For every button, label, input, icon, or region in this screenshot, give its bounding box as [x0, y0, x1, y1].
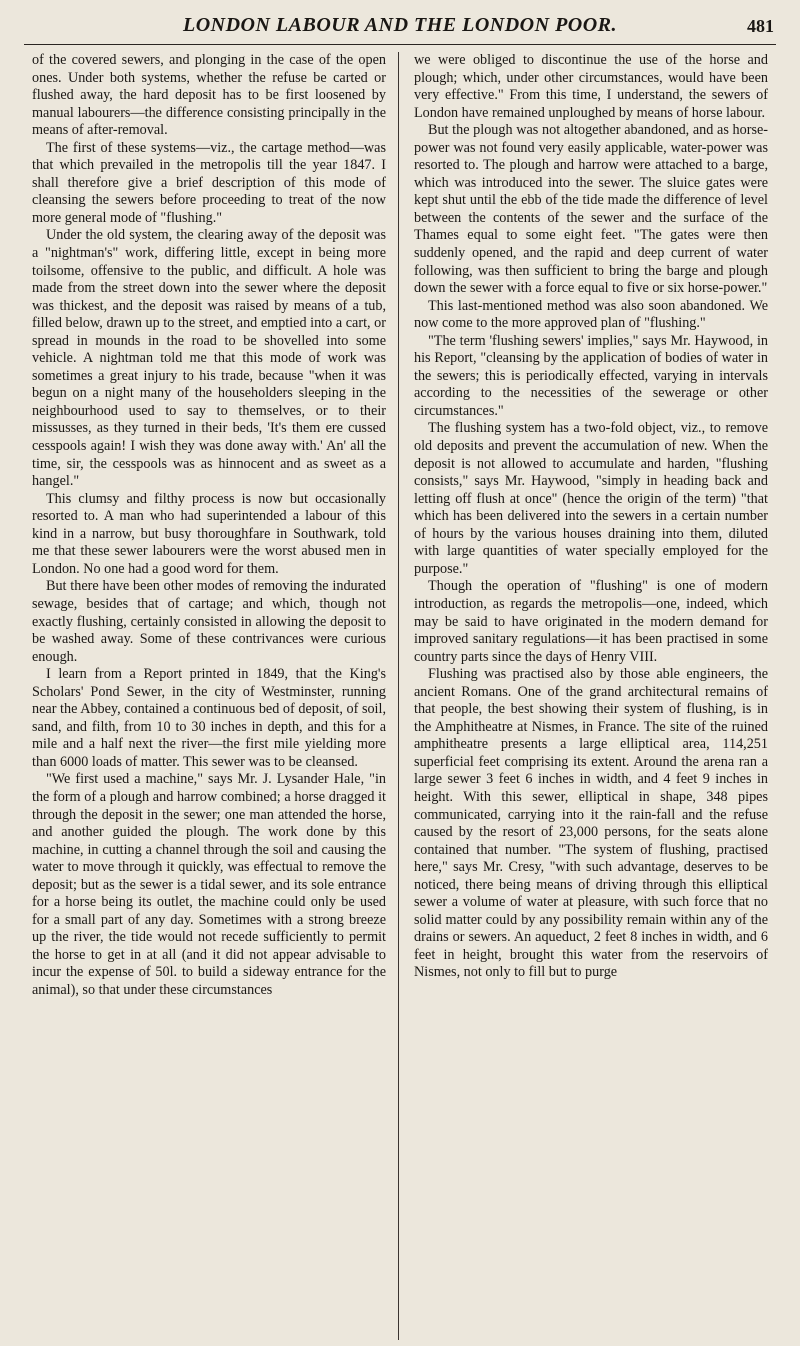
page-header [0, 14, 800, 44]
paragraph: This last-mentioned method was also soon abandoned. We now come to the more approved plan of "flushing." [414, 297, 768, 332]
page-number: 481 [747, 16, 774, 36]
running-head: LONDON LABOUR AND THE LONDON POOR. [182, 14, 618, 36]
right-column [414, 52, 768, 982]
paragraph: But the plough was not altogether abandoned, and as horse-power was not found very easily applicable, water-power was resorted to. The plough and harrow were attached to a barge, which was introduced into the sewer. The sluice gates were kept shut until the ebb of the tide made the difference of level between the contents of the sewer and the surface of the Thames equal to some eight feet. "The gates were then suddenly opened, and the rapid and deep current of water following, was then sufficient to bring the barge and plough down the sewer with a force equal to five or six horse-power." [414, 122, 768, 297]
column-divider [398, 52, 399, 1340]
header-rule [24, 44, 776, 45]
paragraph: The flushing system has a two-fold object, viz., to remove old deposits and prevent the accumulation of new. When the deposit is not allowed to accumulate and harden, "flushing consists," says Mr. Haywood, "simply in heading back and letting off flush at once" (hence the origin of the term) "that which has been delivered into the sewers in a certain number of hours by the various houses draining into them, diluted with large quantities of water specially employed for the purpose." [414, 420, 768, 577]
paragraph: I learn from a Report printed in 1849, that the King's Scholars' Pond Sewer, in the city of Westminster, running near the Abbey, contained a continuous bed of deposit, of soil, sand, and filth, from 10 to 30 inches in depth, and this for a mile and a half next the river—the first mile yielding more than 6000 loads of matter. This sewer was to be cleansed. [32, 666, 386, 770]
paragraph: of the covered sewers, and plonging in the case of the open ones. Under both systems, whether the refuse be carted or flushed away, the hard deposit has to be first loosened by manual labourers—the difference consisting principally in the means of after-removal. [32, 52, 386, 139]
paragraph: "We first used a machine," says Mr. J. Lysander Hale, "in the form of a plough and harrow combined; a horse dragged it through the deposit in the sewer; one man attended the horse, and another guided the plough. The work done by this machine, in cutting a channel through the soil and causing the water to move through it quickly, was effectual to remove the deposit; but as the sewer is a tidal sewer, and its sole entrance for a horse being its outlet, the machine could only be used for a small part of any day. Sometimes with a strong breeze up the river, the tide would not recede sufficiently to permit the horse to get in at all (and it did not appear advisable to incur the expense of 50l. to build a sideway entrance for the animal), so that under these circumstances [32, 771, 386, 998]
left-column [32, 52, 386, 1000]
paragraph: Though the operation of "flushing" is one of modern introduction, as regards the metropolis—one, indeed, which may be said to have originated in the modern demand for improved sanitary regulations—it has been practised in some country parts since the days of Henry VIII. [414, 578, 768, 665]
paragraph: This clumsy and filthy process is now but occasionally resorted to. A man who had superintended a labour of this kind in a narrow, but busy thoroughfare in Southwark, told me that these sewer labourers were the worst abused men in London. No one had a good word for them. [32, 490, 386, 577]
paragraph: Flushing was practised also by those able engineers, the ancient Romans. One of the grand architectural remains of that people, the best showing their system of flushing, is in the Amphitheatre at Nismes, in France. The site of the ruined amphitheatre presents a large elliptical area, 114,251 superficial feet comprising its extent. Around the arena ran a large sewer 3 feet 6 inches in width, and 4 feet 9 inches in height. With this sewer, elliptical in shape, 348 pipes communicated, carrying into it the rain-fall and the refuse caused by the resort of 23,000 persons, for the seats alone contained that number. "The system of flushing, practised here," says Mr. Cresy, "with such advantage, deserves to be noticed, there being means of driving through this elliptical sewer a volume of water at pleasure, with such force that no solid matter could by any possibility remain within any of the drains or sewers. An aqueduct, 2 feet 8 inches in width, and 6 feet in height, brought this water from the reservoirs of Nismes, not only to fill but to purge [414, 666, 768, 981]
paragraph: "The term 'flushing sewers' implies," says Mr. Haywood, in his Report, "cleansing by the application of bodies of water in the sewers; this is periodically effected, varying in intervals according to the necessities of the sewerage or other circumstances." [414, 332, 768, 419]
paragraph: Under the old system, the clearing away of the deposit was a "nightman's" work, differing little, except in being more toilsome, offensive to the public, and difficult. A hole was made from the street down into the sewer where the deposit was thickest, and the deposit was raised by means of a tub, filled below, drawn up to the street, and emptied into a cart, or spread in mounds in the road to be shovelled into some vehicle. A nightman told me that this mode of work was sometimes a great injury to his trade, because "when it was begun on a night many of the householders sleeping in the neighbourhood used to say to themselves, or to their missusses, as they turned in their beds, 'It's them ere cussed cesspools again! I wish they was done away with.' An' all the time, sir, the cesspools was as hinnocent and as sweet as a hangel." [32, 227, 386, 490]
paragraph: But there have been other modes of removing the indurated sewage, besides that of cartage; and which, though not exactly flushing, certainly consisted in allowing the deposit to be washed away. Some of these contrivances were curious enough. [32, 578, 386, 665]
paragraph: The first of these systems—viz., the cartage method—was that which prevailed in the metropolis till the year 1847. I shall therefore give a brief description of this mode of cleansing the sewers before proceeding to treat of the now more general mode of "flushing." [32, 139, 386, 226]
paragraph: we were obliged to discontinue the use of the horse and plough; which, under other circumstances, would have been very effective." From this time, I understand, the sewers of London have remained unploughed by means of horse labour. [414, 52, 768, 121]
